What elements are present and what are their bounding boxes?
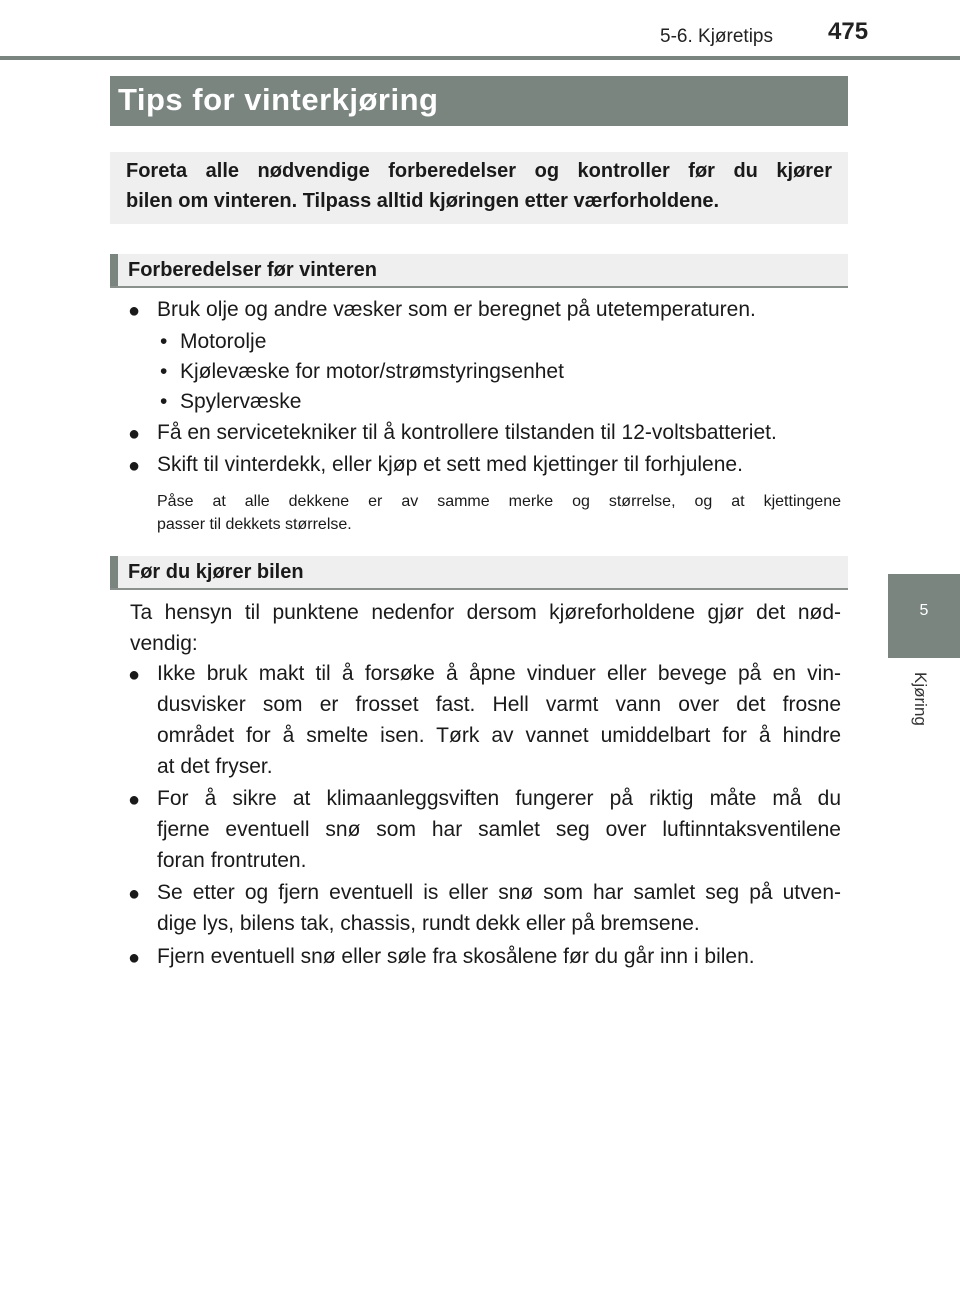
chapter-number: 5 [919,602,929,619]
section-heading-text: Forberedelser før vinteren [128,259,377,281]
section-heading-winter-prep [110,254,848,288]
page-title-bar [110,76,848,126]
bullet-dot: ● [128,664,141,686]
section-reference: 5-6. Kjøretips [660,26,773,47]
paragraph-line: vendig: [130,632,198,655]
intro-box [110,152,848,224]
bullet-text: Få en servicetekniker til å kontrollere tilstanden til 12-voltsbatteriet. [157,421,777,444]
section-heading-before-driving [110,556,848,590]
chapter-tab [888,574,960,658]
bullet-dot: ● [128,300,141,322]
note-text: passer til dekkets størrelse. [157,516,352,533]
bullet-text: dige lys, bilens tak, chassis, rundt dekk eller på bremsene. [157,912,700,935]
bullet-dot: ● [128,455,141,477]
intro-line: Foreta alle nødvendige forberedelser og kontroller før du kjører [126,160,832,182]
bullet-dot: ● [128,423,141,445]
section-heading-text: Før du kjører bilen [128,561,304,583]
bullet-dot: ● [128,789,141,811]
bullet-text: Bruk olje og andre væsker som er beregnet på utetemperaturen. [157,298,756,321]
bullet-dot: ● [128,883,141,905]
bullet-text: foran frontruten. [157,849,307,872]
bullet-text: fjerne eventuell snø som har samlet seg over luftinntaksventilene [157,818,841,841]
bullet-text: dusvisker som er frosset fast. Hell varmt vann over det frosne [157,693,841,716]
sub-bullet-text: Kjølevæske for motor/strømstyringsenhet [180,360,564,383]
page-header [0,0,960,62]
sub-bullet-dot: • [160,360,168,383]
bullet-text: Se etter og fjern eventuell is eller snø som har samlet seg på utven- [157,881,841,904]
page-number: 475 [828,18,869,45]
bullet-text: Ikke bruk makt til å forsøke å åpne vinduer eller bevege på en vin- [157,662,841,685]
bullet-text: Fjern eventuell snø eller søle fra skosålene før du går inn i bilen. [157,945,755,968]
sub-bullet-dot: • [160,330,168,353]
bullet-text: For å sikre at klimaanleggsviften fungerer på riktig måte må du [157,787,841,810]
section-heading-bar [110,556,118,588]
note-text: Påse at alle dekkene er av samme merke og størrelse, og at kjettingene [157,493,841,510]
header-rule [0,56,960,60]
section-heading-bar [110,254,118,286]
paragraph-line: Ta hensyn til punktene nedenfor dersom kjøreforholdene gjør det nød- [130,601,841,624]
chapter-label: Kjøring [911,672,930,726]
page-title: Tips for vinterkjøring [118,82,439,117]
sub-bullet-text: Spylervæske [180,390,302,413]
sub-bullet-text: Motorolje [180,330,267,353]
sub-bullet-dot: • [160,390,168,413]
intro-line: bilen om vinteren. Tilpass alltid kjøringen etter værforholdene. [126,190,720,212]
bullet-text: Skift til vinterdekk, eller kjøp et sett med kjettinger til forhjulene. [157,453,743,476]
bullet-dot: ● [128,947,141,969]
bullet-text: området for å smelte isen. Tørk av vannet umiddelbart for å hindre [157,724,841,747]
bullet-text: at det fryser. [157,755,273,778]
